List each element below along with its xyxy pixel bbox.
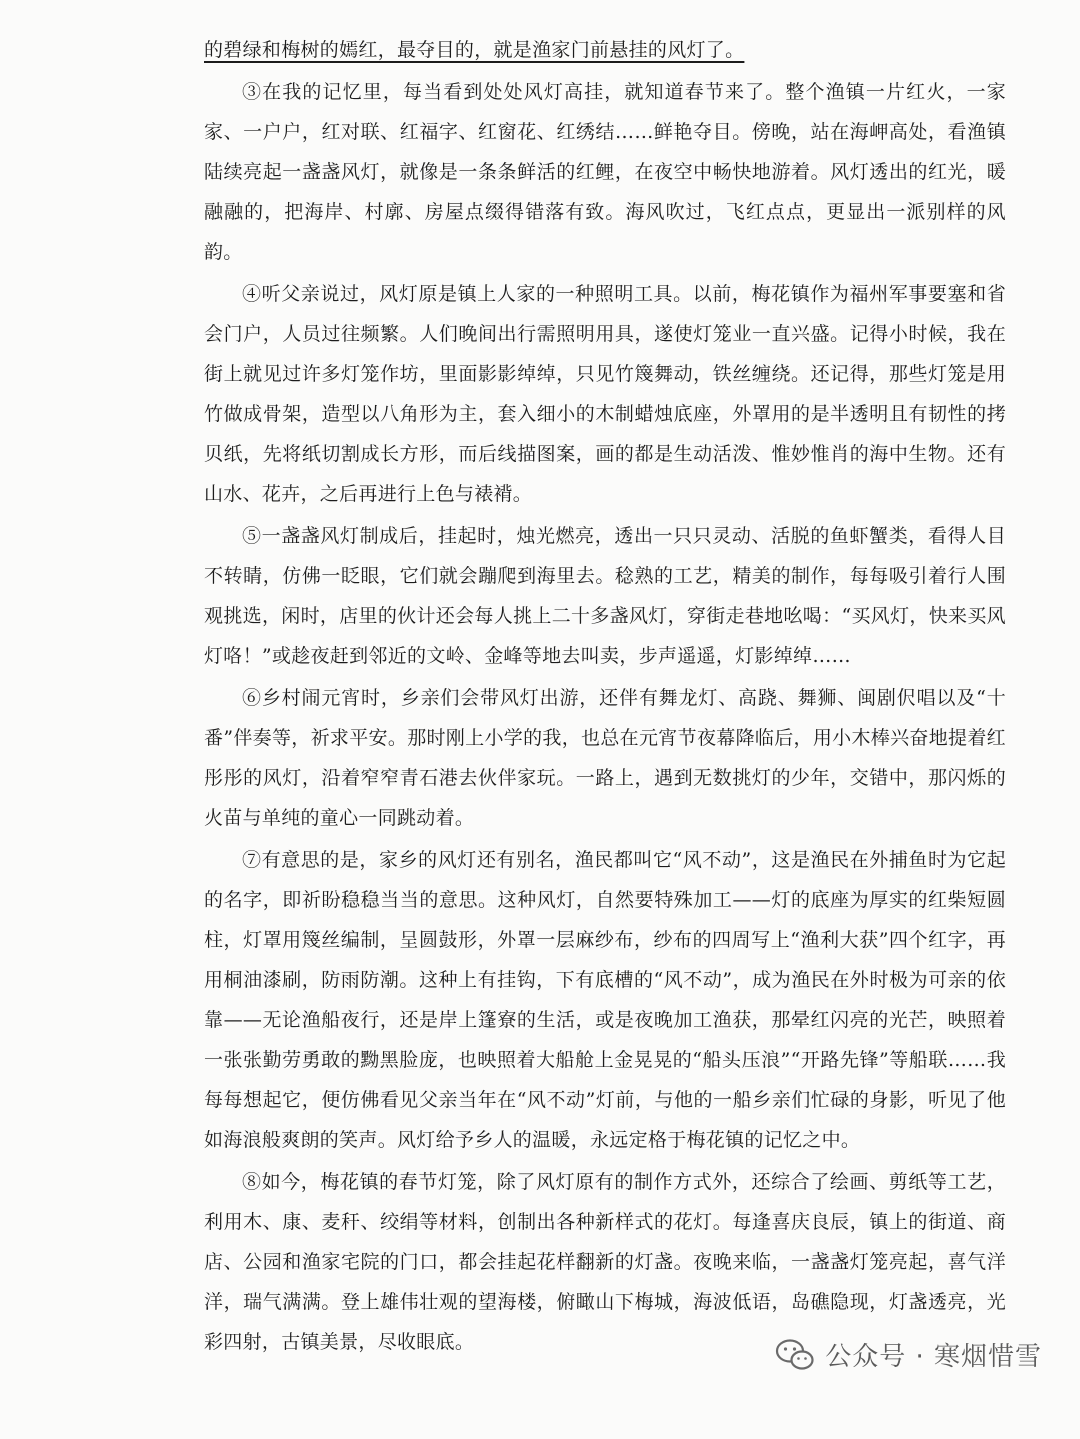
watermark [775,1336,1042,1373]
watermark-text: 公众号 · 寒烟惜雪 [825,1342,1042,1372]
article-body [204,30,1006,1362]
paragraph-8: ⑧如今，梅花镇的春节灯笼，除了风灯原有的制作方式外，还综合了绘画、剪纸等工艺，利用木、康、麦秆、绞绢等材料，创制出各种新样式的花灯。每逢喜庆良辰，镇上的街道、商店、公园和渔家宅院的门口，都会挂起花样翻新的灯盏。夜晚来临，一盏盏灯笼亮起，喜气洋洋，瑞气满满。登上雄伟壮观的望海楼，俯瞰山下梅城，海波低语，岛礁隐现，灯盏透亮，光彩四射，古镇美景，尽收眼底。 [204,1171,1006,1353]
paragraph-5: ⑤一盏盏风灯制成后，挂起时，烛光燃亮，透出一只只灵动、活脱的鱼虾蟹类，看得人目不转睛，仿佛一眨眼，它们就会蹦爬到海里去。稔熟的工艺，精美的制作，每每吸引着行人围观挑选，闲时，店里的伙计还会每人挑上二十多盏风灯，穿街走巷地吆喝：“买风灯，快来买风灯咯！”或趁夜赶到邻近的文岭、金峰等地去叫卖，步声遥遥，灯影绰绰…… [204,525,1006,667]
wechat-official-account-icon [775,1338,815,1372]
paragraph-2-end [204,30,1006,70]
underlined-sentence: 的碧绿和梅树的嫣红，最夺目的，就是渔家门前悬挂的风灯了。 [204,39,745,61]
paragraph-7: ⑦有意思的是，家乡的风灯还有别名，渔民都叫它“风不动”，这是渔民在外捕鱼时为它起的名字，即祈盼稳稳当当的意思。这种风灯，自然要特殊加工——灯的底座为厚实的红柴短圆柱，灯罩用篾丝编制，呈圆鼓形，外罩一层麻纱布，纱布的四周写上“渔利大获”四个红字，再用桐油漆刷，防雨防潮。这种上有挂钩，下有底槽的“风不动”，成为渔民在外时极为可亲的依靠——无论渔船夜行，还是岸上篷寮的生活，或是夜晚加工渔获，那晕红闪亮的光芒，映照着一张张勤劳勇敢的黝黑脸庞，也映照着大船舱上金晃晃的“船头压浪”“开路先锋”等船联……我每每想起它，便仿佛看见父亲当年在“风不动”灯前，与他的一船乡亲们忙碌的身影，听见了他如海浪般爽朗的笑声。风灯给予乡人的温暖，永远定格于梅花镇的记忆之中。 [204,849,1006,1151]
paragraph-4: ④听父亲说过，风灯原是镇上人家的一种照明工具。以前，梅花镇作为福州军事要塞和省会门户，人员过往频繁。人们晚间出行需照明用具，遂使灯笼业一直兴盛。记得小时候，我在街上就见过许多灯笼作坊，里面影影绰绰，只见竹篾舞动，铁丝缠绕。还记得，那些灯笼是用竹做成骨架，造型以八角形为主，套入细小的木制蜡烛底座，外罩用的是半透明且有韧性的拷贝纸，先将纸切割成长方形，而后线描图案，画的都是生动活泼、惟妙惟肖的海中生物。还有山水、花卉，之后再进行上色与裱褙。 [204,283,1006,505]
paragraph-3: ③在我的记忆里，每当看到处处风灯高挂，就知道春节来了。整个渔镇一片红火，一家家、一户户，红对联、红福字、红窗花、红绣结……鲜艳夺目。傍晚，站在海岬高处，看渔镇陆续亮起一盏盏风灯，就像是一条条鲜活的红鲤，在夜空中畅快地游着。风灯透出的红光，暖融融的，把海岸、村廓、房屋点缀得错落有致。海风吹过，飞红点点，更显出一派别样的风韵。 [204,81,1006,263]
paragraph-6: ⑥乡村闹元宵时，乡亲们会带风灯出游，还伴有舞龙灯、高跷、舞狮、闽剧伬唱以及“十番”伴奏等，祈求平安。那时刚上小学的我，也总在元宵节夜幕降临后，用小木棒兴奋地提着红彤彤的风灯，沿着窄窄青石港去伙伴家玩。一路上，遇到无数挑灯的少年，交错中，那闪烁的火苗与单纯的童心一同跳动着。 [204,687,1006,829]
